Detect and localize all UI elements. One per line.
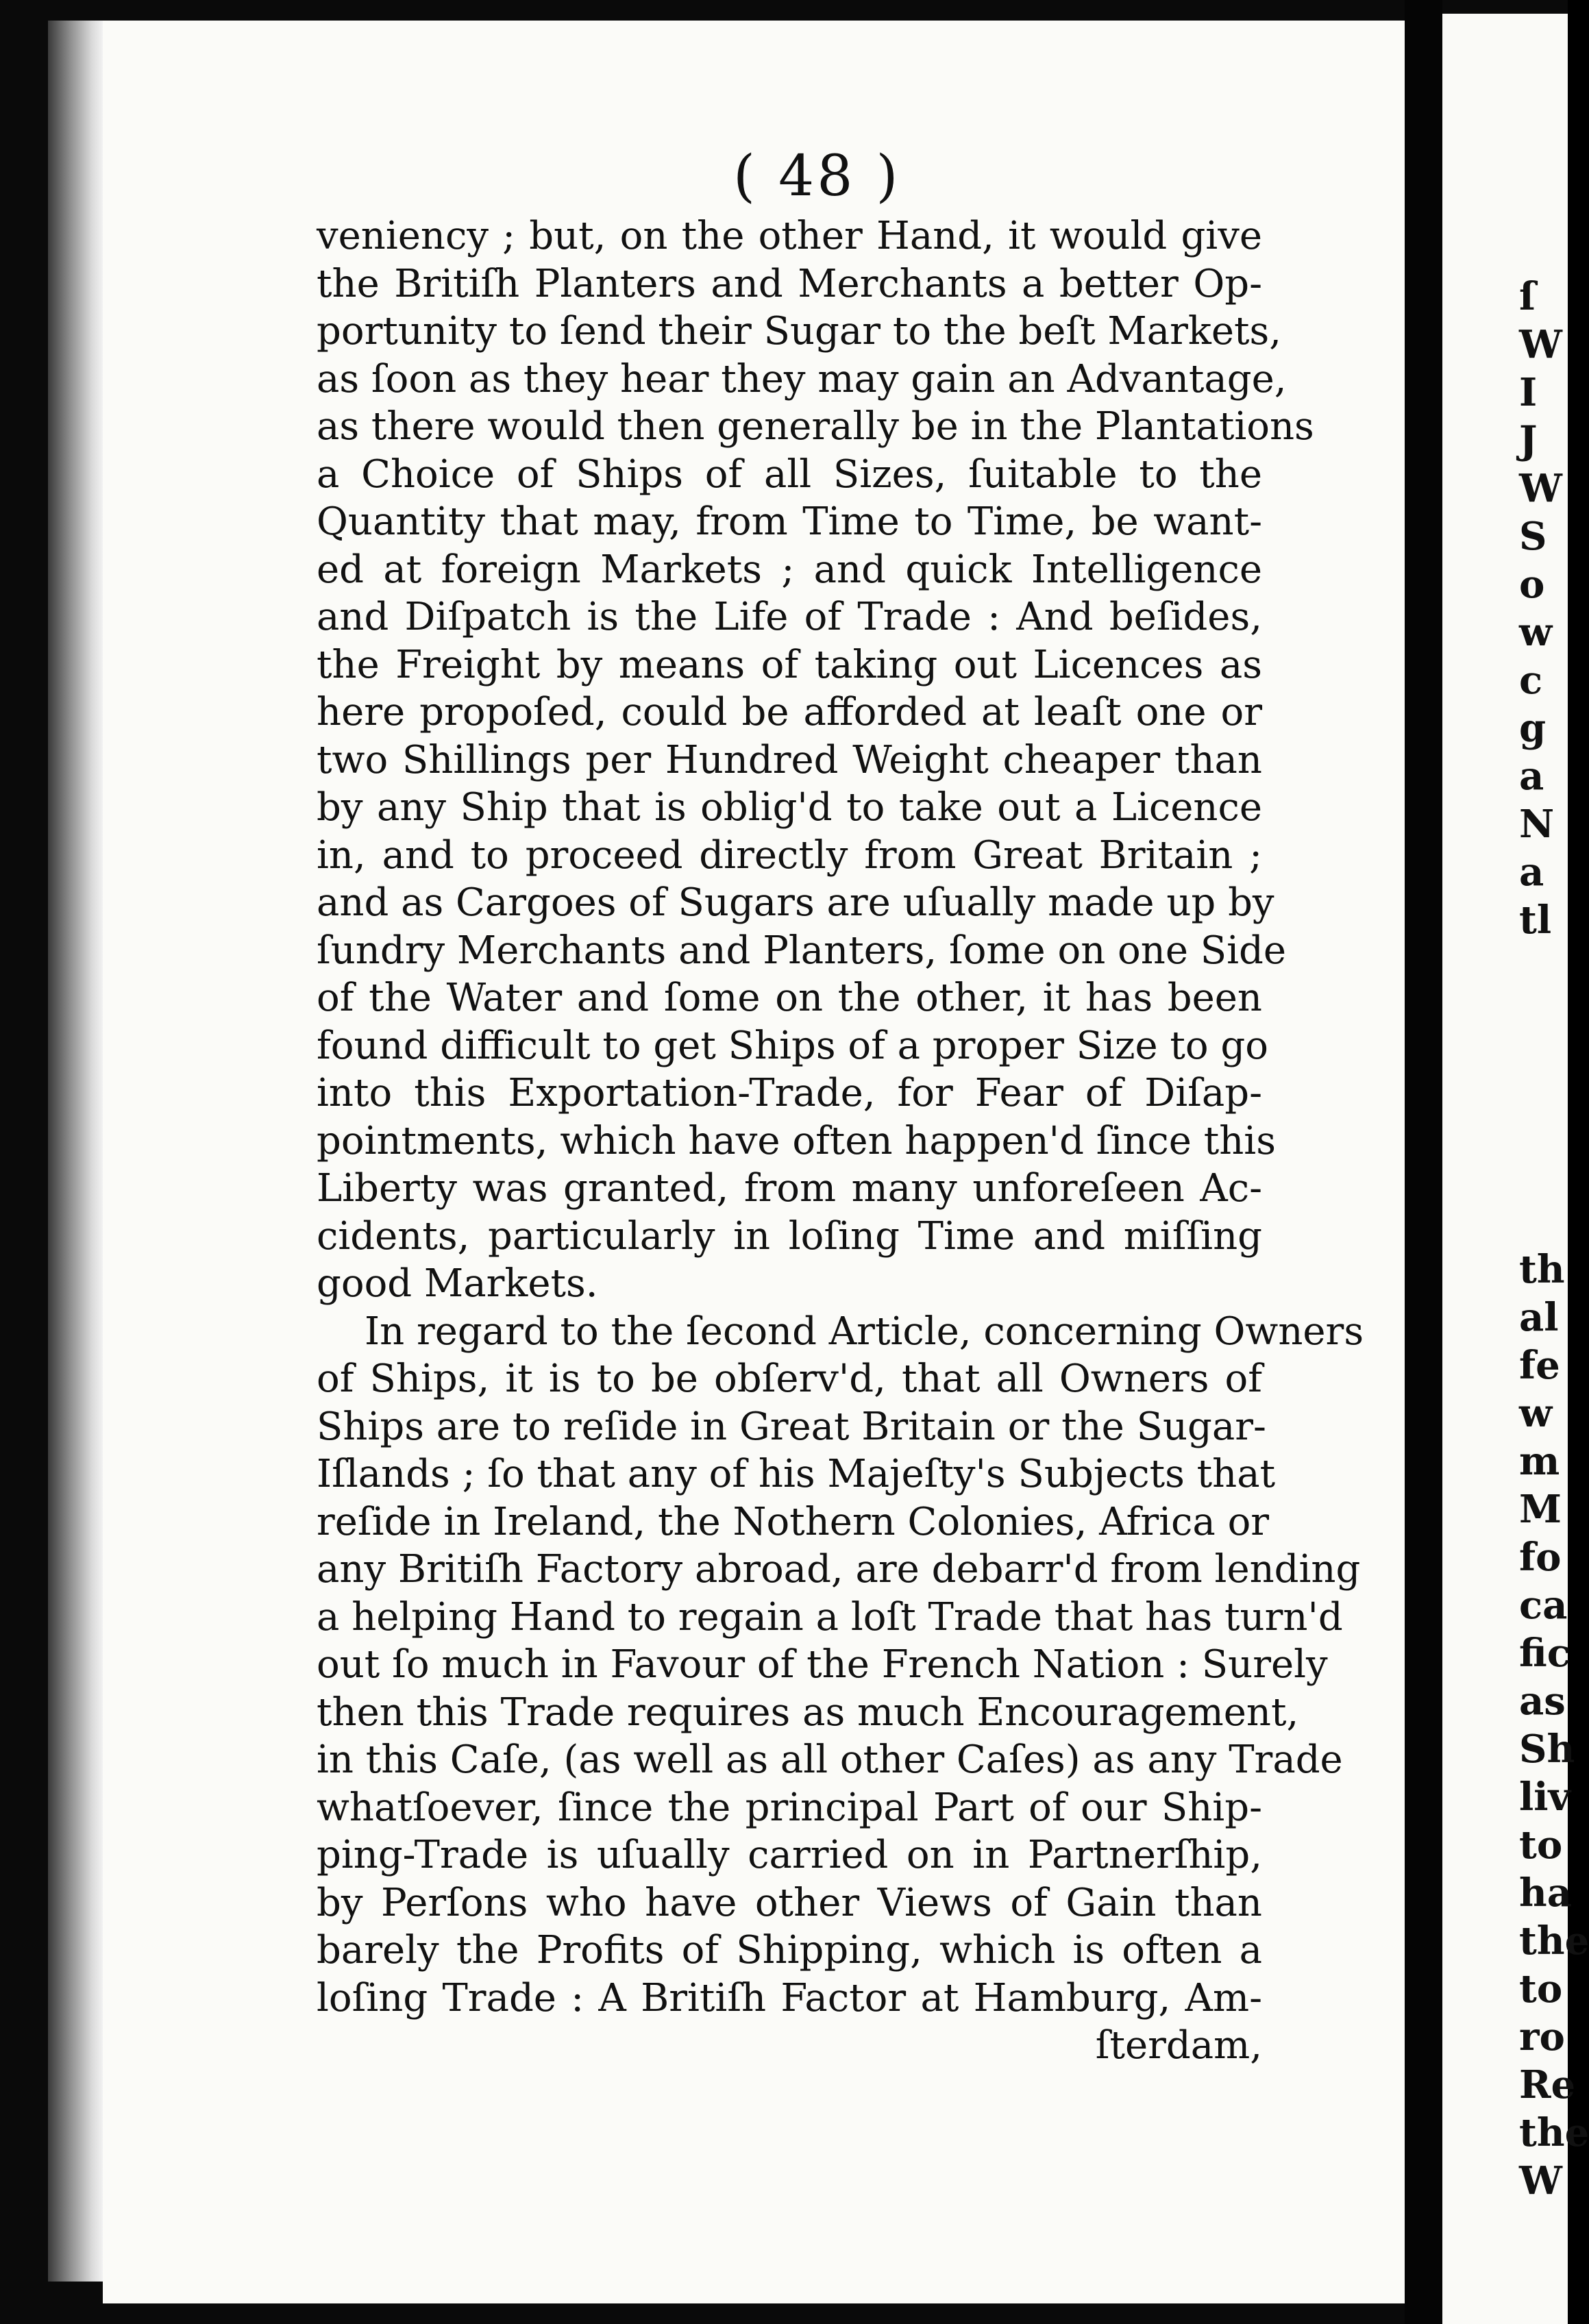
adjacent-page-fragment: I [1519, 370, 1538, 415]
text-line: cidents, particularly in loſing Time and miſſing [317, 1213, 1262, 1259]
catchword: ſterdam, [1095, 2023, 1262, 2068]
adjacent-page-fragment: W [1519, 322, 1562, 367]
text-line: and Diſpatch is the Life of Trade : And beſides, [317, 595, 1262, 639]
text-line: pointments, which have often happen'd ſince this [317, 1118, 1276, 1163]
text-line: In regard to the ſecond Article, concerning Owners [365, 1309, 1364, 1354]
book-binding-edge [48, 21, 103, 2282]
text-line: as there would then generally be in the Plantations [317, 404, 1314, 449]
text-line: ping-Trade is uſually carried on in Partnerſhip, [317, 1833, 1262, 1877]
adjacent-page-fragment: th [1519, 1247, 1565, 1292]
text-line: and as Cargoes of Sugars are uſually made up by [317, 880, 1274, 925]
adjacent-page-fragment: w [1519, 610, 1553, 655]
text-line: found difficult to get Ships of a proper Size to go [317, 1023, 1268, 1068]
adjacent-page-fragment: to [1519, 1966, 1563, 2012]
adjacent-page-fragment: Re [1519, 2062, 1576, 2107]
adjacent-page-fragment: a [1519, 850, 1544, 895]
text-line: whatſoever, ſince the principal Part of our Ship- [317, 1785, 1262, 1830]
adjacent-page-fragment: to [1519, 1822, 1563, 1868]
text-line: Liberty was granted, from many unforeſeen Ac- [317, 1166, 1262, 1211]
text-line: Ships are to reſide in Great Britain or the Sugar- [317, 1404, 1266, 1449]
adjacent-page-fragment: w [1519, 1391, 1553, 1436]
text-line: the Freight by means of taking out Licences as [317, 642, 1262, 687]
text-line: by any Ship that is oblig'd to take out a Licence [317, 785, 1262, 830]
adjacent-page-fragment: ha [1519, 1870, 1572, 1916]
adjacent-page-fragment: W [1519, 2158, 1562, 2203]
adjacent-page-fragment: M [1519, 1487, 1562, 1532]
text-line: in this Caſe, (as well as all other Caſes) as any Trade [317, 1738, 1343, 1782]
adjacent-page-fragment: a [1519, 754, 1544, 799]
text-line: by Perſons who have other Views of Gain than [317, 1880, 1262, 1925]
adjacent-page-fragment: the [1519, 1918, 1589, 1964]
text-line: barely the Profits of Shipping, which is often a [317, 1928, 1262, 1973]
page-gutter [1405, 0, 1442, 2324]
text-line: in, and to proceed directly from Great Britain ; [317, 832, 1262, 878]
text-line: the Britiſh Planters and Merchants a better Op- [317, 261, 1262, 306]
text-line: reſide in Ireland, the Nothern Colonies, Africa or [317, 1499, 1270, 1544]
adjacent-page-fragment: ro [1519, 2014, 1565, 2060]
text-line: of Ships, it is to be obſerv'd, that all Owners of [317, 1357, 1262, 1401]
text-line: then this Trade requires as much Encouragement, [317, 1690, 1299, 1735]
text-line: loſing Trade : A Britiſh Factor at Hamburg, Am- [317, 1975, 1262, 2020]
text-line: two Shillings per Hundred Weight cheaper than [317, 737, 1262, 782]
text-line: any Britiſh Factory abroad, are debarr'd from lending [317, 1547, 1361, 1592]
text-line: portunity to ſend their Sugar to the beſt Markets, [317, 309, 1282, 354]
adjacent-page-fragment: fe [1519, 1343, 1560, 1388]
text-line: veniency ; but, on the other Hand, it would give [317, 214, 1262, 258]
adjacent-page-fragment: tl [1519, 898, 1552, 943]
adjacent-page-fragment: liv [1519, 1775, 1571, 1820]
page-number: ( 48 ) [733, 144, 901, 209]
text-line: a helping Hand to regain a loſt Trade that has turn'd [317, 1594, 1343, 1640]
text-line: of the Water and ſome on the other, it has been [317, 976, 1262, 1020]
adjacent-page-fragment: W [1519, 466, 1562, 511]
adjacent-page-fragment: Sh [1519, 1727, 1575, 1772]
text-line: ed at foreign Markets ; and quick Intelligence [317, 547, 1262, 592]
adjacent-page-edge [1442, 14, 1589, 2324]
adjacent-page-fragment: fic [1519, 1631, 1570, 1676]
text-line: Quantity that may, from Time to Time, be want- [317, 499, 1262, 544]
adjacent-page-fragment: N [1519, 802, 1555, 847]
adjacent-page-fragment: g [1519, 706, 1547, 751]
text-line: into this Exportation-Trade, for Fear of Diſap- [317, 1071, 1262, 1115]
text-line: good Markets. [317, 1261, 598, 1306]
text-line: ſundry Merchants and Planters, ſome on one Side [317, 928, 1287, 973]
adjacent-page-fragment: ca [1519, 1583, 1568, 1628]
text-line: here propoſed, could be afforded at leaſt one or [317, 690, 1262, 734]
adjacent-page-fragment: as [1519, 1679, 1566, 1724]
adjacent-page-fragment: al [1519, 1295, 1559, 1340]
text-line: out ſo much in Favour of the French Nation : Surely [317, 1642, 1328, 1687]
body-text [317, 212, 1364, 2070]
adjacent-page-fragment: c [1519, 658, 1543, 703]
text-line: as ſoon as they hear they may gain an Advantage, [317, 356, 1287, 401]
adjacent-page-fragment: o [1519, 562, 1545, 607]
adjacent-page-fragment: ſ [1519, 274, 1536, 319]
text-line: Iſlands ; ſo that any of his Majeſty's Subjects that [317, 1452, 1276, 1496]
adjacent-page-fragment: S [1519, 514, 1547, 559]
adjacent-page-fragment: J [1519, 418, 1538, 463]
adjacent-page-fragment: fo [1519, 1535, 1562, 1580]
adjacent-page-fragment: the [1519, 2110, 1589, 2155]
text-line: a Choice of Ships of all Sizes, ſuitable to the [317, 452, 1262, 497]
adjacent-page-fragment: m [1519, 1439, 1560, 1484]
